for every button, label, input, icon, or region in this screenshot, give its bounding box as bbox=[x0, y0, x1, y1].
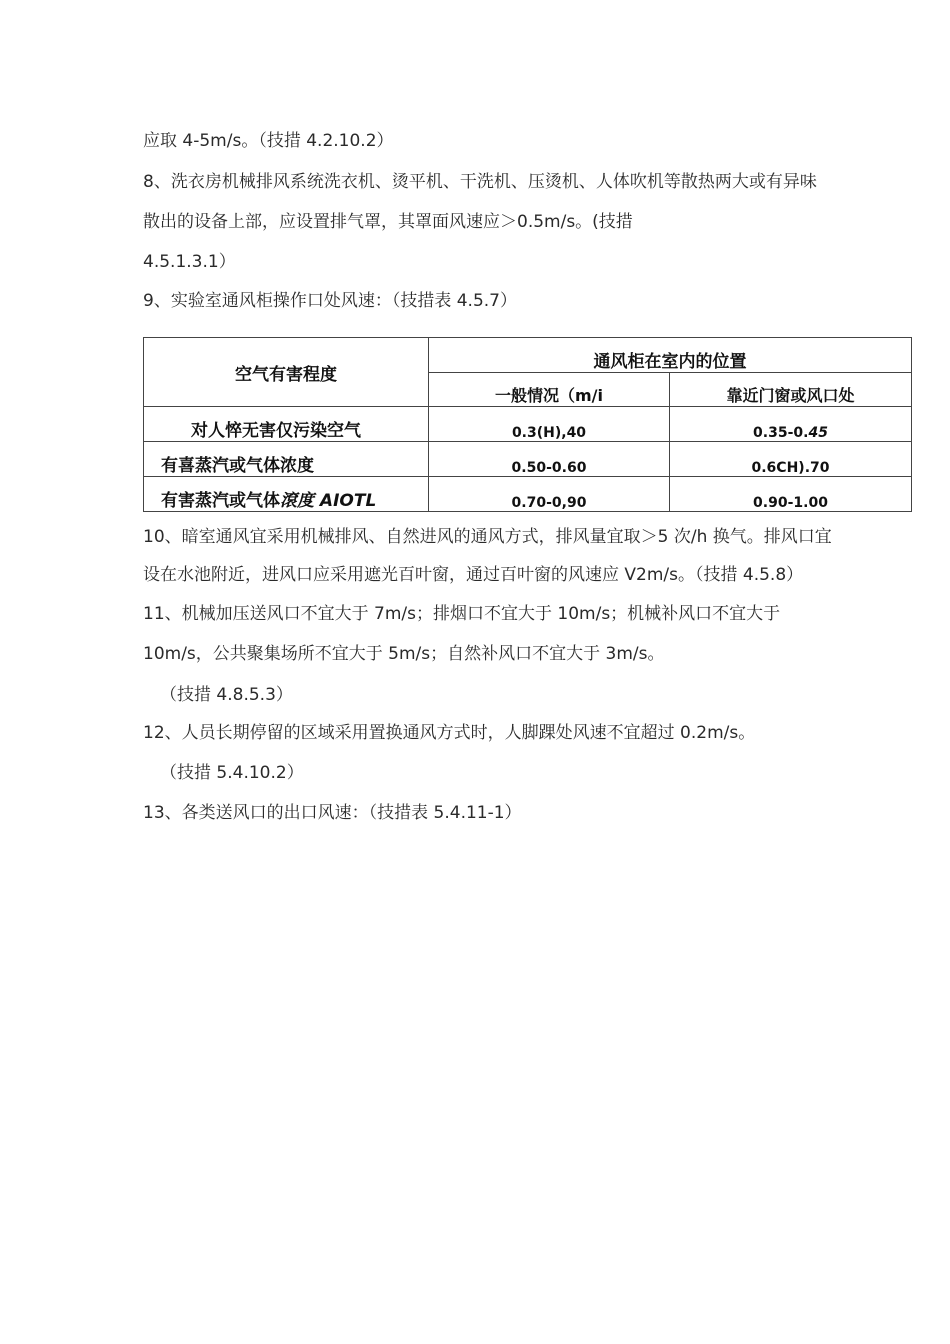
row-label bbox=[144, 477, 429, 512]
row-label-text: 对人悴无害仅污染空气 bbox=[191, 421, 361, 441]
table-row bbox=[144, 477, 912, 512]
row-label bbox=[144, 407, 429, 442]
text-line: 4.5.1.3.1） bbox=[143, 252, 236, 272]
row-value-near: 0.90-1.00 bbox=[670, 477, 912, 512]
row-value-near-text: 0.35-0. bbox=[753, 425, 809, 441]
table-row bbox=[144, 442, 912, 477]
text-line: 13、各类送风口的出口风速：（技措表 5.4.11-1） bbox=[143, 803, 522, 823]
text-line: 10m/s，公共聚集场所不宜大于 5m/s；自然补风口不宜大于 3m/s。 bbox=[143, 644, 665, 664]
row-value-general: 0.70-0,90 bbox=[429, 477, 670, 512]
text-line: 设在水池附近，进风口应采用遮光百叶窗，通过百叶窗的风速应 V2m/s。（技措 4.5.8） bbox=[143, 565, 804, 585]
row-value-general: 0.50-0.60 bbox=[429, 442, 670, 477]
text-line: 12、人员长期停留的区域采用置换通风方式时，人脚踝处风速不宜超过 0.2m/s。 bbox=[143, 723, 756, 743]
text-line: 8、洗衣房机械排风系统洗衣机、烫平机、干洗机、压烫机、人体吹机等散热两大或有异味 bbox=[143, 172, 817, 192]
row-label-text: 有喜蒸汽或气体浓度 bbox=[161, 456, 314, 476]
row-value-general: 0.3(H),40 bbox=[429, 407, 670, 442]
table-header-general: 一般情况（m/i bbox=[429, 373, 670, 407]
table-header-position: 通风柜在室内的位置 bbox=[429, 338, 912, 373]
text-line: 11、机械加压送风口不宜大于 7m/s；排烟口不宜大于 10m/s；机械补风口不宜大于 bbox=[143, 604, 781, 624]
text-line: 应取 4-5m/s。（技措 4.2.10.2） bbox=[143, 131, 394, 151]
table-row bbox=[144, 407, 912, 442]
table-header-near-window: 靠近门窗或风口处 bbox=[670, 373, 912, 407]
text-line: 散出的设备上部，应设置排气罩，其罩面风速应＞0.5m/s。(技措 bbox=[143, 212, 633, 232]
text-line: （技措 4.8.5.3） bbox=[160, 685, 293, 705]
row-label-text: 有害蒸汽或气体 bbox=[161, 491, 280, 511]
row-value-near: 0.6CH).70 bbox=[670, 442, 912, 477]
row-value-near bbox=[670, 407, 912, 442]
row-label bbox=[144, 442, 429, 477]
text-line: （技措 5.4.10.2） bbox=[160, 763, 304, 783]
text-line: 10、暗室通风宜采用机械排风、自然进风的通风方式，排风量宜取＞5 次/h 换气。排风口宜 bbox=[143, 527, 832, 547]
air-velocity-table bbox=[143, 337, 912, 512]
row-label-italic: 滾度 AIOTL bbox=[280, 491, 377, 511]
row-value-near-italic: 45 bbox=[808, 425, 828, 441]
table-header-harm-level: 空气有害程度 bbox=[144, 338, 429, 407]
text-line: 9、实验室通风柜操作口处风速：（技措表 4.5.7） bbox=[143, 291, 517, 311]
